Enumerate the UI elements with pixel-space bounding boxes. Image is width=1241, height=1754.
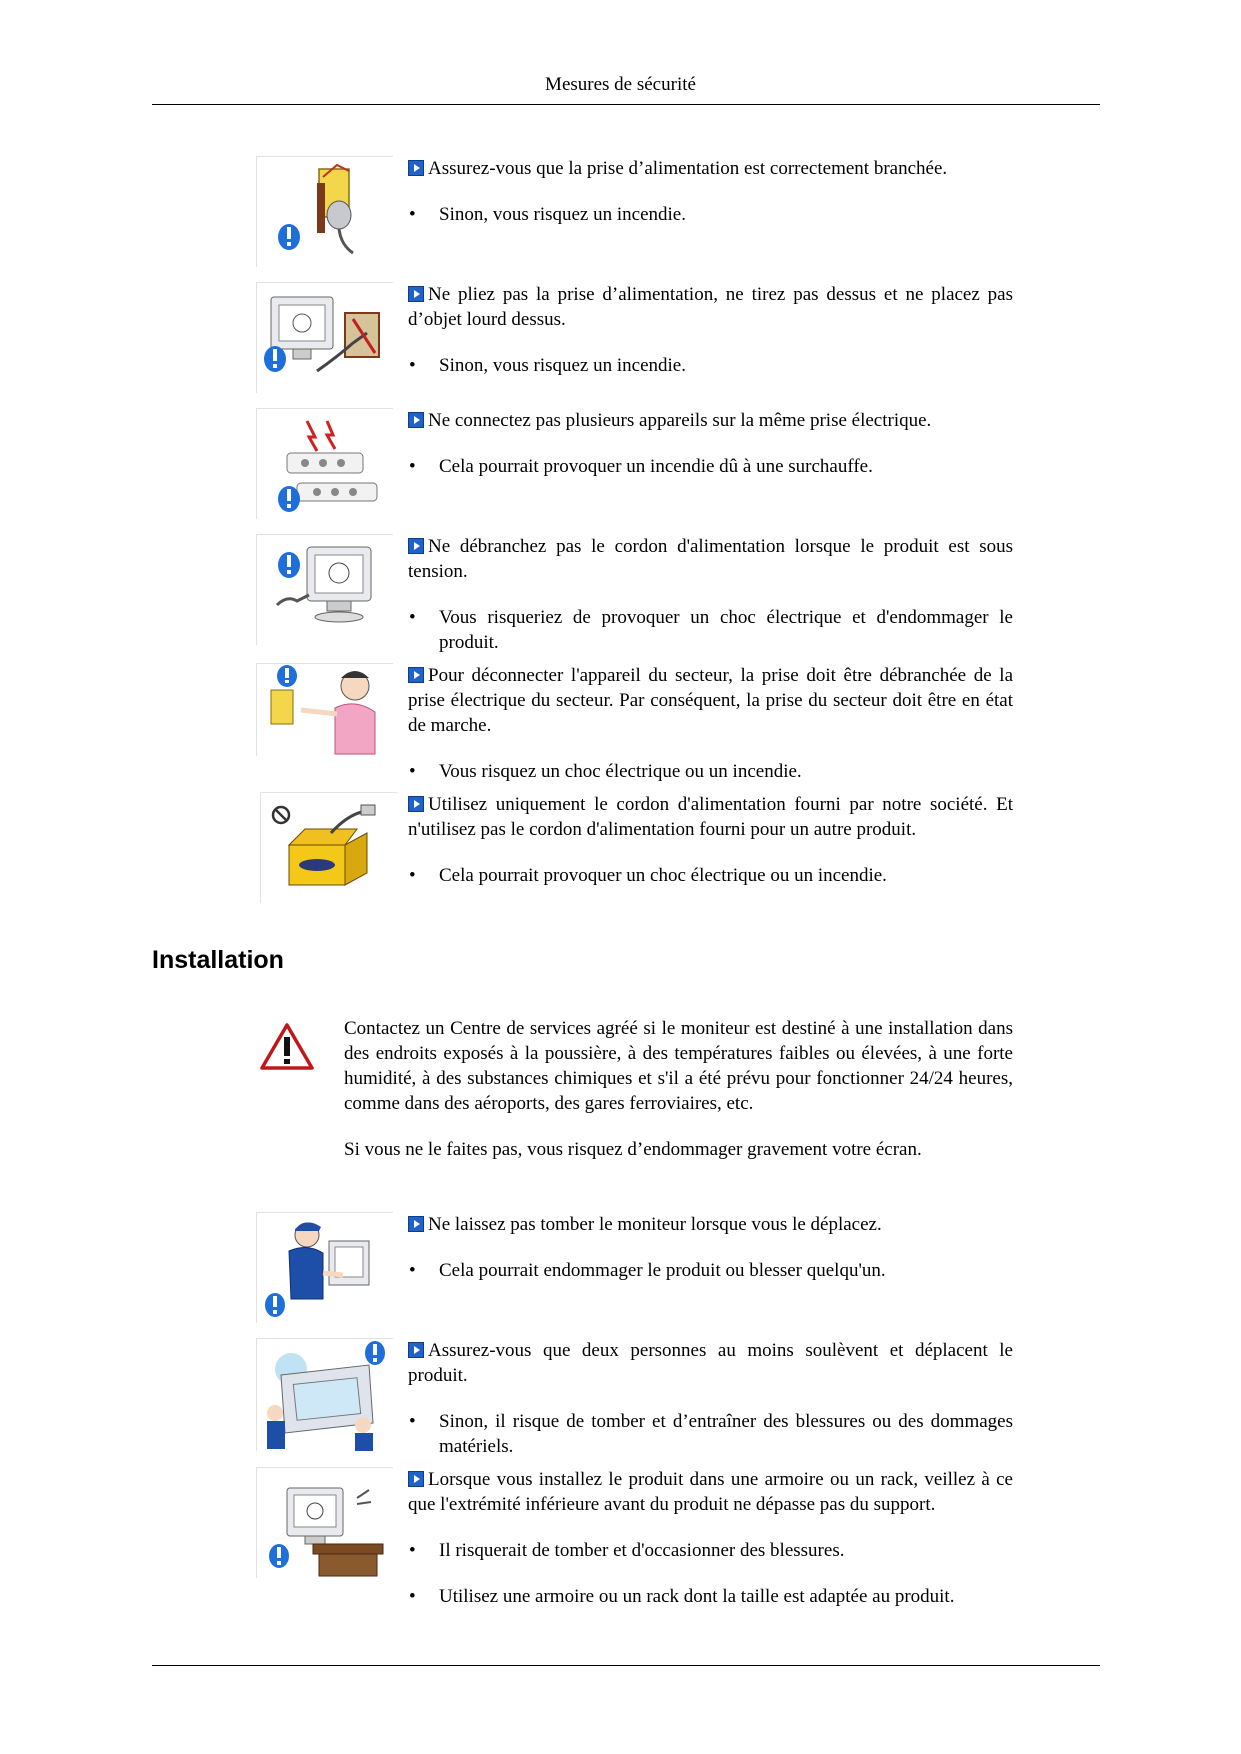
safety-item-lead: Ne débranchez pas le cordon d'alimentation lorsque le produit est sous tension. <box>408 536 1013 582</box>
exclamation-icon <box>278 224 300 250</box>
page-header-title: Mesures de sécurité <box>545 74 696 95</box>
safety-item-bullet: • Vous risquez un choc électrique ou un incendie. <box>408 759 1013 784</box>
safety-item-lead: Utilisez uniquement le cordon d'alimentation fourni par notre société. Et n'utilisez pas le cordon d'alimentation fourni pour un autre produit. <box>408 794 1013 840</box>
footer-rule <box>152 1665 1100 1666</box>
illustration-cord-box <box>260 792 397 903</box>
illustration-plug-in-socket <box>256 156 393 267</box>
install-item-lead: Lorsque vous installez le produit dans une armoire ou un rack, veillez à ce que l'extrémité inférieure avant du produit ne dépasse pas du support. <box>408 1469 1013 1515</box>
safety-item-bullet: • Cela pourrait provoquer un incendie dû à une surchauffe. <box>408 454 1013 479</box>
play-arrow-icon <box>408 796 424 812</box>
play-arrow-icon <box>408 1471 424 1487</box>
illustration-two-people-lifting <box>256 1338 393 1451</box>
illustration-man-carrying-monitor <box>256 1212 393 1323</box>
play-arrow-icon <box>408 538 424 554</box>
safety-item-bullet: • Sinon, vous risquez un incendie. <box>408 353 1013 378</box>
safety-item-lead: Ne pliez pas la prise d’alimentation, ne tirez pas dessus et ne placez pas d’objet lourd dessus. <box>408 284 1013 330</box>
exclamation-icon <box>278 552 300 578</box>
play-arrow-icon <box>408 1216 424 1232</box>
install-item-bullet: • Utilisez une armoire ou un rack dont la taille est adaptée au produit. <box>408 1584 1013 1609</box>
install-item-lead: Assurez-vous que deux personnes au moins soulèvent et déplacent le produit. <box>408 1340 1013 1386</box>
section-title-installation: Installation <box>152 946 284 974</box>
warning-paragraph: Si vous ne le faites pas, vous risquez d’endommager gravement votre écran. <box>344 1139 922 1160</box>
header-rule <box>152 104 1100 105</box>
illustration-monitor-unplug <box>256 534 393 645</box>
exclamation-icon <box>264 346 286 372</box>
safety-item-lead: Ne connectez pas plusieurs appareils sur la même prise électrique. <box>408 408 1013 433</box>
play-arrow-icon <box>408 286 424 302</box>
warning-triangle-icon <box>259 1022 315 1077</box>
safety-item-bullet: • Sinon, vous risquez un incendie. <box>408 202 1013 227</box>
safety-item-bullet: • Vous risqueriez de provoquer un choc électrique et d'endommager le produit. <box>408 605 1013 655</box>
exclamation-icon <box>265 1293 285 1317</box>
illustration-bent-cord-monitor <box>256 282 393 393</box>
safety-item-lead: Assurez-vous que la prise d’alimentation est correctement branchée. <box>408 156 1013 181</box>
illustration-woman-unplugging <box>256 663 393 756</box>
play-arrow-icon <box>408 1342 424 1358</box>
install-item-bullet: • Sinon, il risque de tomber et d’entraîner des blessures ou des dommages matériels. <box>408 1409 1013 1459</box>
illustration-monitor-on-cabinet <box>256 1467 393 1578</box>
prohibited-icon <box>273 807 289 823</box>
exclamation-icon <box>278 486 300 512</box>
install-item-lead: Ne laissez pas tomber le moniteur lorsque vous le déplacez. <box>408 1212 1013 1237</box>
warning-paragraph: Contactez un Centre de services agréé si le moniteur est destiné à une installation dans des endroits exposés à la poussière, à des températures faibles ou élevées, à une forte humidité, à des substances chimiques et s'il a été prévu pour fonctionner 24/24 heures, comme dans des aéroports, des gares ferroviaires, etc. <box>344 1018 1013 1114</box>
play-arrow-icon <box>408 412 424 428</box>
exclamation-icon <box>277 665 297 687</box>
install-item-bullet: • Cela pourrait endommager le produit ou blesser quelqu'un. <box>408 1258 1013 1283</box>
exclamation-icon <box>365 1341 385 1365</box>
exclamation-icon <box>269 1544 289 1568</box>
install-item-bullet: • Il risquerait de tomber et d'occasionner des blessures. <box>408 1538 1013 1563</box>
safety-item-bullet: • Cela pourrait provoquer un choc électrique ou un incendie. <box>408 863 1013 888</box>
safety-item-lead: Pour déconnecter l'appareil du secteur, la prise doit être débranchée de la prise électrique du secteur. Par conséquent, la prise du secteur doit être en état de marche. <box>408 665 1013 736</box>
play-arrow-icon <box>408 667 424 683</box>
play-arrow-icon <box>408 160 424 176</box>
illustration-power-strips <box>256 408 393 519</box>
